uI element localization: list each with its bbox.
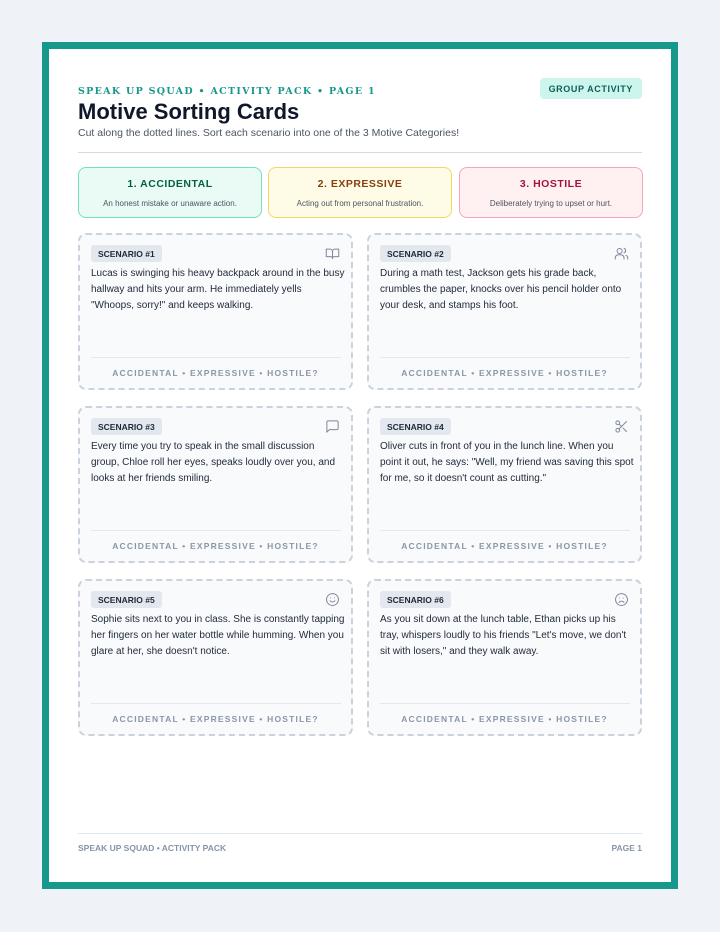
category-title: 3. HOSTILE — [519, 178, 583, 190]
scissors-icon — [614, 419, 629, 434]
footer-title: SPEAK UP SQUAD • ACTIVITY PACK — [78, 843, 227, 853]
scenario-card-3[interactable] — [78, 406, 353, 563]
footer-page-number: PAGE 1 — [611, 843, 642, 853]
motive-choices: ACCIDENTAL • EXPRESSIVE • HOSTILE? — [112, 541, 319, 551]
scenario-text: Oliver cuts in front of you in the lunch line. When you point it out, he says: "Well, my friend was saving this spot for me, so it doesn't count as cutting." — [380, 441, 634, 484]
scenario-tag: SCENARIO #3 — [91, 418, 162, 435]
card-divider — [91, 703, 341, 704]
scenario-card-1[interactable] — [78, 233, 353, 390]
card-divider — [91, 530, 341, 531]
scenario-card-2[interactable] — [367, 233, 642, 390]
card-divider — [91, 357, 341, 358]
scenario-card-4[interactable] — [367, 406, 642, 563]
book-icon — [325, 246, 340, 261]
scenario-text: As you sit down at the lunch table, Ethan picks up his tray, whispers loudly to his friends "Let's move, we don't sit with losers," and they walk away. — [380, 614, 627, 657]
motive-choices: ACCIDENTAL • EXPRESSIVE • HOSTILE? — [401, 368, 608, 378]
category-accidental — [78, 167, 262, 218]
category-hostile — [459, 167, 643, 218]
category-title: 2. EXPRESSIVE — [317, 178, 403, 190]
worksheet-content — [78, 49, 642, 882]
page-title: Motive Sorting Cards — [78, 99, 300, 124]
header-kicker: SPEAK UP SQUAD • ACTIVITY PACK • PAGE 1 — [78, 86, 376, 97]
frown-icon — [614, 592, 629, 607]
card-divider — [380, 530, 630, 531]
card-divider — [380, 357, 630, 358]
message-icon — [325, 419, 340, 434]
motive-choices: ACCIDENTAL • EXPRESSIVE • HOSTILE? — [401, 541, 608, 551]
scenario-tag: SCENARIO #1 — [91, 245, 162, 262]
scenario-card-6[interactable] — [367, 579, 642, 736]
scenario-text: Lucas is swinging his heavy backpack around in the busy hallway and hits your arm. He immediately yells "Whoops, sorry!" and keeps walking. — [91, 268, 345, 311]
category-expressive — [268, 167, 452, 218]
page-subtitle: Cut along the dotted lines. Sort each scenario into one of the 3 Motive Categories! — [78, 127, 460, 139]
scenario-text: Sophie sits next to you in class. She is constantly tapping her fingers on her water bottle while humming. When you glare at her, she doesn't notice. — [91, 614, 345, 657]
motive-choices: ACCIDENTAL • EXPRESSIVE • HOSTILE? — [401, 714, 608, 724]
motive-choices: ACCIDENTAL • EXPRESSIVE • HOSTILE? — [112, 368, 319, 378]
category-description: Deliberately trying to upset or hurt. — [489, 199, 613, 208]
scenario-text: Every time you try to speak in the small discussion group, Chloe roll her eyes, speaks loudly over you, and looks at her friends smiling. — [91, 441, 336, 484]
header-divider — [78, 152, 642, 153]
scenario-tag: SCENARIO #5 — [91, 591, 162, 608]
motive-choices: ACCIDENTAL • EXPRESSIVE • HOSTILE? — [112, 714, 319, 724]
scenario-tag: SCENARIO #2 — [380, 245, 451, 262]
group-activity-badge: GROUP ACTIVITY — [540, 78, 642, 99]
worksheet-page — [42, 42, 678, 889]
scenario-tag: SCENARIO #4 — [380, 418, 451, 435]
category-title: 1. ACCIDENTAL — [127, 178, 213, 190]
smile-icon — [325, 592, 340, 607]
category-description: An honest mistake or unaware action. — [103, 199, 237, 208]
category-description: Acting out from personal frustration. — [296, 199, 424, 208]
users-icon — [614, 246, 629, 261]
scenario-text: During a math test, Jackson gets his grade back, crumbles the paper, knocks over his pencil holder onto your desk, and stamps his foot. — [380, 268, 622, 311]
scenario-tag: SCENARIO #6 — [380, 591, 451, 608]
scenario-card-5[interactable] — [78, 579, 353, 736]
card-divider — [380, 703, 630, 704]
footer-divider — [78, 833, 642, 834]
